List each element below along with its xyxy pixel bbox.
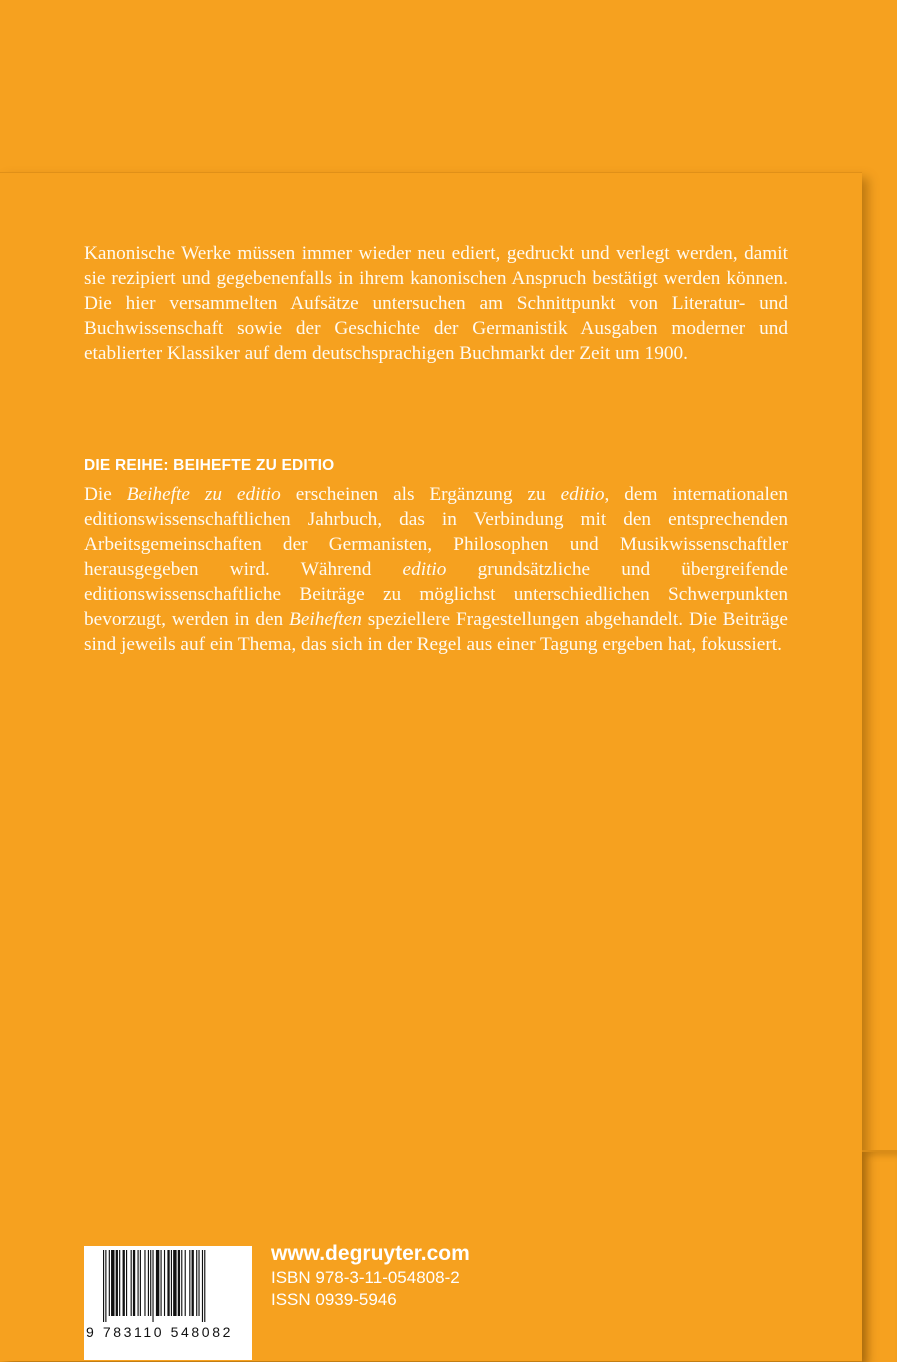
barcode-bar (161, 1250, 162, 1316)
barcode-bar (152, 1250, 153, 1322)
barcode-bar (123, 1250, 125, 1316)
barcode-bar (156, 1250, 159, 1316)
barcode-bar (181, 1250, 182, 1316)
series-text-part: , dem internationalen editionswissenschaftlichen Jahrbuch, das in Verbindung mit den entsprechenden Arbeitsgemeinschaften der Germanisten, Philosophen und Musikwissenschaftler herausgegeben wird. Während (84, 484, 788, 580)
series-description (84, 482, 788, 657)
publisher-info (271, 1241, 470, 1311)
barcode-bar (198, 1250, 199, 1316)
barcode-bar (171, 1250, 172, 1316)
barcode-bar (138, 1250, 139, 1316)
series-text-part: erscheinen als Ergänzung zu (280, 484, 561, 505)
series-text-part-italic: Beiheften (289, 609, 362, 630)
barcode-bar (109, 1250, 110, 1316)
series-heading: DIE REIHE: BEIHEFTE ZU EDITIO (84, 457, 335, 474)
barcode-bar (103, 1250, 104, 1322)
barcode-bar (140, 1250, 141, 1316)
series-text-part-italic: Beihefte zu editio (126, 484, 281, 505)
barcode-bar (144, 1250, 145, 1316)
barcode-bar (150, 1250, 151, 1316)
series-text-part: grundsätzliche und übergreifende editionswissenschaftliche Beiträge zu möglichst unterschiedlichen Schwerpunkten bevorzugt, werden in den (84, 559, 788, 630)
issn: ISSN 0939-5946 (271, 1290, 397, 1309)
barcode-bar (189, 1250, 190, 1316)
barcode-bar (178, 1250, 180, 1316)
barcode (84, 1246, 252, 1360)
barcode-bar (204, 1250, 205, 1322)
barcode-digits: 9 783110 548082 (86, 1324, 233, 1340)
barcode-bar (164, 1250, 165, 1316)
blurb-paragraph: Kanonische Werke müssen immer wieder neu ediert, gedruckt und verlegt werden, damit sie rezipiert und gegebenenfalls in ihrem kanonischen Anspruch bestätigt werden können. Die hier versammelten Aufsätze untersuchen am Schnittpunkt von Literatur- und Buchwissenschaft sowie der Geschichte der Germanistik Ausgaben moderner und etablierter Klassiker auf dem deutschsprachigen Buchmarkt der Zeit um 1900. (84, 243, 788, 364)
barcode-bar (119, 1250, 120, 1316)
barcode-bar (131, 1250, 132, 1316)
publisher-url: www.degruyter.com (271, 1242, 470, 1265)
series-text-part-italic: editio (560, 484, 605, 505)
barcode-bar (111, 1250, 114, 1316)
barcode-bar (196, 1250, 197, 1316)
barcode-bar (173, 1250, 176, 1316)
series-text-part: Die (84, 484, 127, 505)
barcode-bar (192, 1250, 194, 1316)
barcode-bar (202, 1250, 203, 1322)
series-text-part-italic: editio (402, 559, 447, 580)
barcode-bar (116, 1250, 118, 1316)
barcode-bar (148, 1250, 149, 1316)
barcode-bar (126, 1250, 127, 1316)
isbn: ISBN 978-3-11-054808-2 (271, 1268, 460, 1287)
barcode-bars (103, 1250, 235, 1322)
barcode-bar (167, 1250, 169, 1316)
barcode-bar (133, 1250, 135, 1316)
barcode-bar (105, 1250, 106, 1322)
series-text-part: speziellere Fragestellungen abgehandelt. Die Beiträge sind jeweils auf ein Thema, das sich in der Regel aus einer Tagung ergeben hat, fokussiert. (84, 609, 788, 655)
barcode-bar (185, 1250, 186, 1316)
flap-edge (862, 1150, 897, 1362)
